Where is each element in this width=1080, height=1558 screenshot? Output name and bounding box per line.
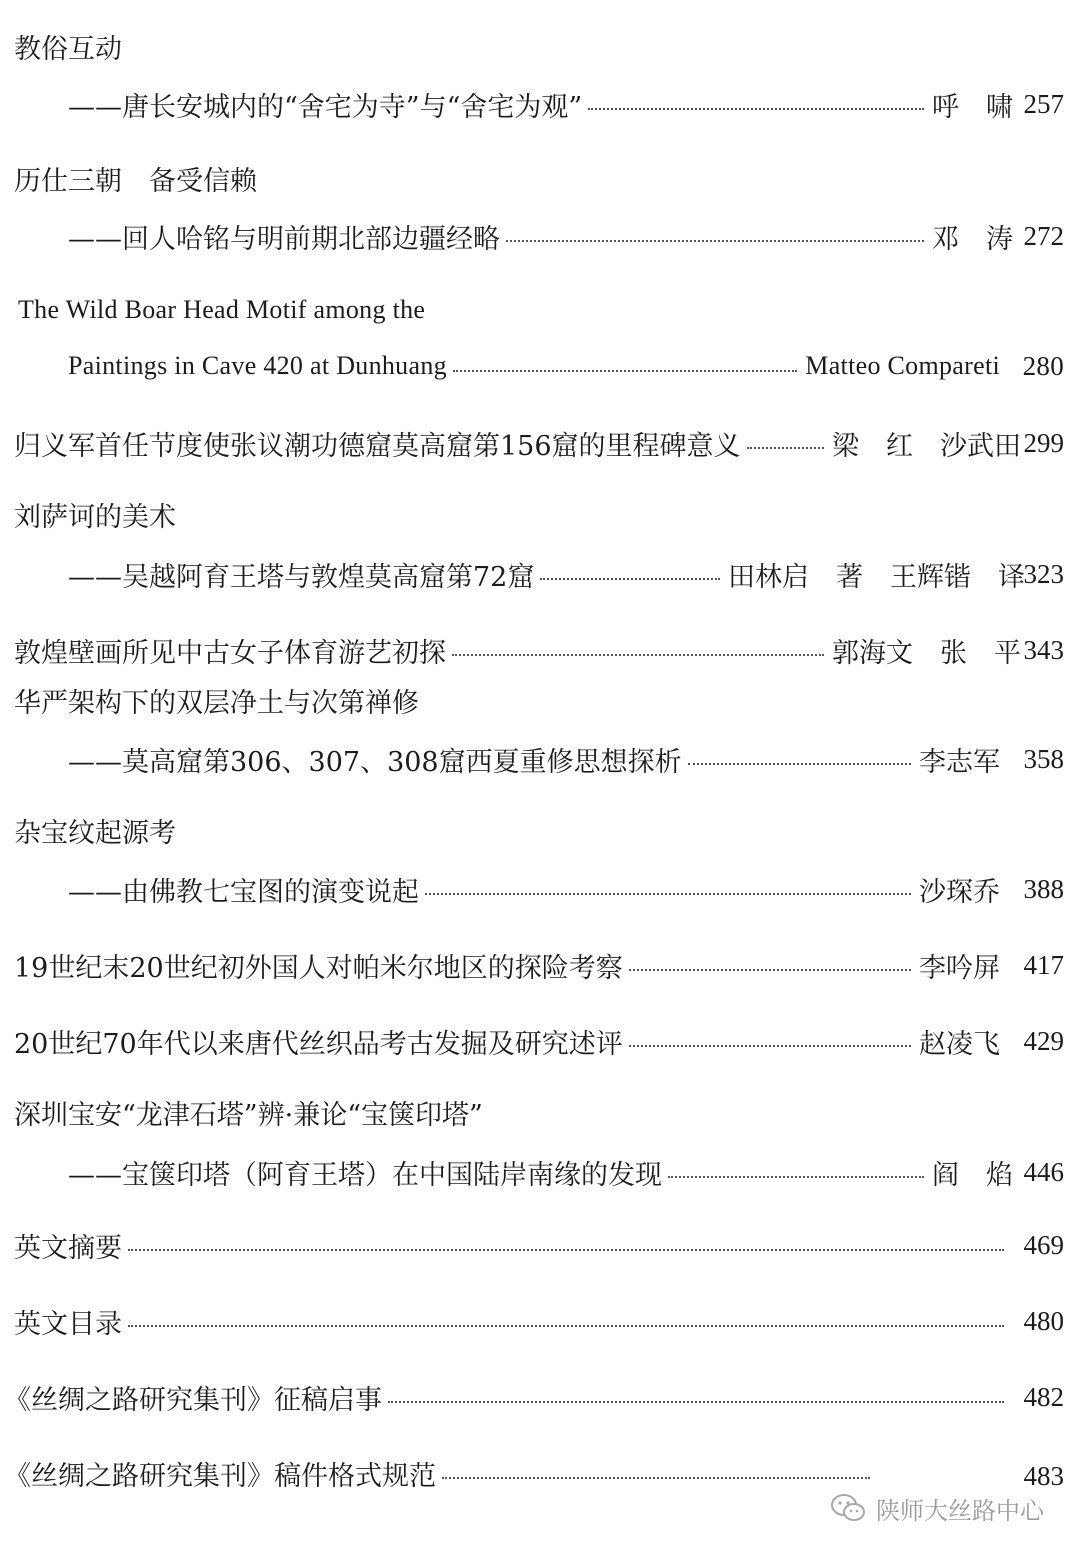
dot-leader [453,370,797,372]
dot-leader [425,893,911,895]
toc-entry-title: 历仕三朝 备受信赖 [14,165,257,197]
watermark-text: 陕师大丝路中心 [876,1496,1044,1525]
dot-leader [540,578,720,580]
toc-entry-title: 《丝绸之路研究集刊》征稿启事 [4,1384,382,1416]
toc-entry-page: 272 [1023,220,1064,251]
toc-entry-title: 敦煌壁画所见中古女子体育游艺初探 [14,637,446,669]
toc-entry-title: 刘萨诃的美术 [14,501,176,533]
toc-entry-page: 388 [1023,873,1064,904]
dot-leader [688,763,911,765]
toc-entry-line[interactable] [0,214,1080,258]
toc-entry-title: 杂宝纹起源考 [14,817,176,849]
dot-leader [388,1401,1004,1403]
dot-leader [747,447,824,449]
toc-entry-page: 280 [1022,350,1064,381]
toc-entry-author: 赵凌飞 [919,1028,1000,1060]
toc-entry-author: 邓 涛 [932,223,1013,255]
toc-entry-title: 20世纪70年代以来唐代丝织品考古发掘及研究述评 [14,1028,623,1060]
toc-entry-line[interactable] [0,737,1080,781]
toc-entry-line[interactable] [0,1223,1080,1267]
toc-entry-subtitle: ——唐长安城内的“舍宅为寺”与“舍宅为观” [68,91,583,123]
toc-entry-author: 沙琛乔 [919,876,1000,908]
dot-leader [452,654,824,656]
toc-entry-title: 教俗互动 [14,33,122,65]
toc-entry-line[interactable] [0,82,1080,126]
toc-entry-subtitle: ——由佛教七宝图的演变说起 [68,876,419,908]
toc-entry-line[interactable] [0,1019,1080,1063]
dot-leader [629,1045,911,1047]
toc-entry-author: 阎 焰 [932,1159,1013,1191]
toc-entry-page: 483 [1023,1461,1064,1491]
toc-entry-page: 323 [1023,558,1064,589]
toc-entry-page: 446 [1023,1156,1064,1187]
toc-entry-title: 深圳宝安“龙津石塔”辨·兼论“宝箧印塔” [14,1099,483,1131]
toc-entry-subtitle: ——宝箧印塔（阿育王塔）在中国陆岸南缘的发现 [68,1159,662,1191]
wechat-icon [830,1493,866,1523]
toc-entry-subtitle: ——莫高窟第306、307、308窟西夏重修思想探析 [68,746,682,778]
toc-entry-author: 梁 红 沙武田 [832,430,1021,462]
toc-entry-title: The Wild Boar Head Motif among the [18,295,426,324]
toc-entry-title: 归义军首任节度使张议潮功德窟莫高窟第156窟的里程碑意义 [14,430,741,462]
toc-entry-page: 343 [1023,634,1064,665]
toc-entry-subtitle: Paintings in Cave 420 at Dunhuang [68,351,447,380]
toc-entry-title: 《丝绸之路研究集刊》稿件格式规范 [4,1460,436,1492]
toc-entry-title: 英文目录 [14,1308,122,1340]
dot-leader [128,1325,1004,1327]
toc-entry-line[interactable] [0,867,1080,911]
toc-entry-page: 480 [1023,1305,1064,1336]
toc-entry-author: 李吟屏 [919,952,1000,984]
toc-entry-author: 田林启 著 王辉锴 译 [728,561,1025,593]
watermark [830,1488,1044,1528]
toc-entry-line[interactable] [0,628,1080,672]
toc-entry-author: Matteo Compareti [805,351,1000,380]
dot-leader [668,1176,924,1178]
toc-entry-line[interactable] [0,344,1080,388]
toc-entry-page: 299 [1023,427,1064,458]
toc-entry-subtitle: ——吴越阿育王塔与敦煌莫高窟第72窟 [68,561,535,593]
toc-entry-subtitle: ——回人哈铭与明前期北部边疆经略 [68,223,500,255]
toc-entry-page: 358 [1023,743,1064,774]
toc-entry-page: 469 [1023,1229,1064,1260]
dot-leader [506,240,924,242]
toc-entry-line[interactable] [0,943,1080,987]
toc-entry-page: 482 [1023,1381,1064,1412]
dot-leader [442,1477,870,1479]
toc-entry-page: 429 [1023,1025,1064,1056]
toc-entry-title: 华严架构下的双层净土与次第禅修 [14,687,419,719]
toc-entry-line[interactable] [0,421,1080,465]
toc-entry-page: 417 [1023,949,1064,980]
dot-leader [588,108,924,110]
toc-entry-line[interactable] [0,1375,1080,1419]
toc-entry-author: 呼 啸 [932,91,1013,123]
dot-leader [128,1249,1004,1251]
toc-entry-line[interactable] [0,552,1080,596]
dot-leader [629,969,911,971]
toc-entry-author: 李志军 [919,746,1000,778]
toc-entry-line[interactable] [0,1299,1080,1343]
toc-entry-title: 19世纪末20世纪初外国人对帕米尔地区的探险考察 [14,952,623,984]
toc-entry-author: 郭海文 张 平 [832,637,1021,669]
toc-entry-page: 257 [1023,88,1064,119]
toc-entry-line[interactable] [0,1150,1080,1194]
toc-entry-title: 英文摘要 [14,1232,122,1264]
